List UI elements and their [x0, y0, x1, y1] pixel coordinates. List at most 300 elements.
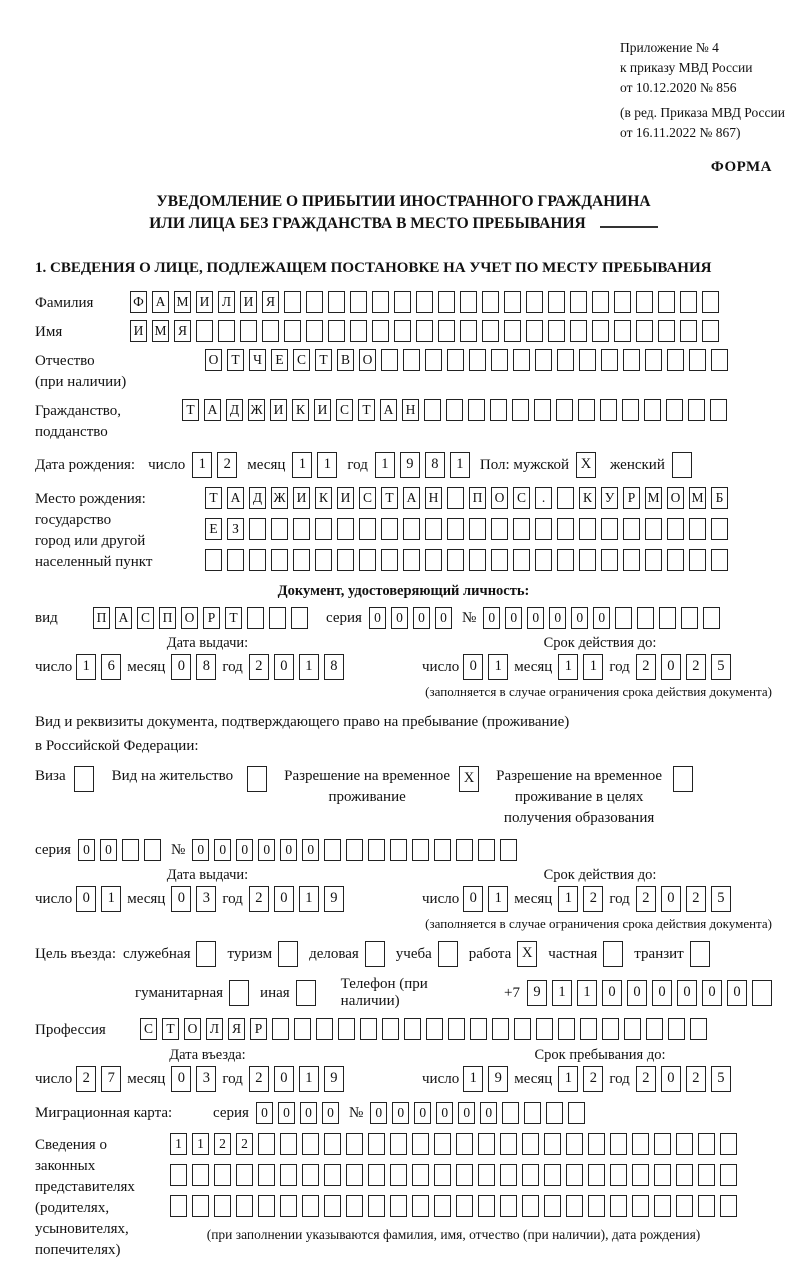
form-cell[interactable]: В	[337, 349, 354, 371]
form-cell[interactable]: 0	[483, 607, 500, 629]
form-cell[interactable]	[524, 1102, 541, 1124]
form-cell[interactable]	[469, 349, 486, 371]
form-cell[interactable]	[654, 1133, 671, 1155]
form-cell[interactable]: И	[196, 291, 213, 313]
form-cell[interactable]	[491, 549, 508, 571]
form-cell[interactable]: 0	[258, 839, 275, 861]
form-cell[interactable]: К	[579, 487, 596, 509]
form-cell[interactable]	[546, 1102, 563, 1124]
form-cell[interactable]	[667, 549, 684, 571]
form-cell[interactable]: 0	[391, 607, 408, 629]
form-cell[interactable]: 1	[192, 1133, 209, 1155]
form-cell[interactable]: 0	[677, 980, 697, 1006]
form-cell[interactable]	[680, 320, 697, 342]
form-cell[interactable]	[710, 399, 727, 421]
form-cell[interactable]	[603, 941, 623, 967]
form-cell[interactable]	[236, 1195, 253, 1217]
form-cell[interactable]	[558, 1018, 575, 1040]
form-cell[interactable]	[698, 1133, 715, 1155]
form-cell[interactable]	[711, 549, 728, 571]
form-cell[interactable]: 0	[256, 1102, 273, 1124]
form-cell[interactable]	[390, 1195, 407, 1217]
form-cell[interactable]: И	[130, 320, 147, 342]
form-cell[interactable]	[447, 487, 464, 509]
form-cell[interactable]: Ж	[248, 399, 265, 421]
form-cell[interactable]: X	[576, 452, 596, 478]
form-cell[interactable]	[720, 1195, 737, 1217]
form-cell[interactable]	[690, 1018, 707, 1040]
form-cell[interactable]: 0	[661, 1066, 681, 1092]
form-cell[interactable]	[614, 320, 631, 342]
form-cell[interactable]: 0	[727, 980, 747, 1006]
form-cell[interactable]: 0	[602, 980, 622, 1006]
form-cell[interactable]	[337, 549, 354, 571]
form-cell[interactable]	[592, 320, 609, 342]
blank-underline[interactable]	[600, 214, 658, 228]
form-cell[interactable]	[624, 1018, 641, 1040]
form-cell[interactable]	[293, 549, 310, 571]
form-cell[interactable]: 0	[571, 607, 588, 629]
form-cell[interactable]	[346, 839, 363, 861]
form-cell[interactable]	[557, 349, 574, 371]
form-cell[interactable]	[469, 518, 486, 540]
form-cell[interactable]: 0	[78, 839, 95, 861]
form-cell[interactable]: 9	[488, 1066, 508, 1092]
form-cell[interactable]	[544, 1133, 561, 1155]
form-cell[interactable]: 0	[274, 1066, 294, 1092]
form-cell[interactable]	[324, 1164, 341, 1186]
form-cell[interactable]	[438, 941, 458, 967]
form-cell[interactable]	[381, 549, 398, 571]
form-cell[interactable]	[359, 549, 376, 571]
form-cell[interactable]	[337, 518, 354, 540]
form-cell[interactable]	[504, 291, 521, 313]
form-cell[interactable]: 0	[278, 1102, 295, 1124]
form-cell[interactable]	[702, 291, 719, 313]
form-cell[interactable]	[426, 1018, 443, 1040]
form-cell[interactable]	[578, 399, 595, 421]
form-cell[interactable]	[280, 1133, 297, 1155]
form-cell[interactable]	[668, 1018, 685, 1040]
form-cell[interactable]	[278, 941, 298, 967]
form-cell[interactable]: З	[227, 518, 244, 540]
form-cell[interactable]: Р	[250, 1018, 267, 1040]
form-cell[interactable]	[645, 549, 662, 571]
form-cell[interactable]	[372, 291, 389, 313]
form-cell[interactable]	[610, 1133, 627, 1155]
form-cell[interactable]: 1	[488, 654, 508, 680]
form-cell[interactable]: 0	[463, 886, 483, 912]
form-cell[interactable]	[610, 1195, 627, 1217]
form-cell[interactable]	[416, 320, 433, 342]
form-cell[interactable]	[698, 1195, 715, 1217]
form-cell[interactable]	[667, 518, 684, 540]
form-cell[interactable]	[644, 399, 661, 421]
form-cell[interactable]: 0	[392, 1102, 409, 1124]
form-cell[interactable]	[272, 1018, 289, 1040]
form-cell[interactable]: 0	[549, 607, 566, 629]
form-cell[interactable]: 2	[217, 452, 237, 478]
form-cell[interactable]	[258, 1195, 275, 1217]
form-cell[interactable]	[381, 349, 398, 371]
form-cell[interactable]	[502, 1102, 519, 1124]
form-cell[interactable]	[412, 839, 429, 861]
form-cell[interactable]	[205, 549, 222, 571]
form-cell[interactable]	[390, 1164, 407, 1186]
form-cell[interactable]: 1	[450, 452, 470, 478]
form-cell[interactable]: 0	[463, 654, 483, 680]
form-cell[interactable]	[302, 1164, 319, 1186]
form-cell[interactable]	[478, 1195, 495, 1217]
form-cell[interactable]	[557, 549, 574, 571]
form-cell[interactable]: 0	[171, 1066, 191, 1092]
form-cell[interactable]: М	[645, 487, 662, 509]
form-cell[interactable]: И	[240, 291, 257, 313]
form-cell[interactable]	[482, 320, 499, 342]
form-cell[interactable]: А	[227, 487, 244, 509]
form-cell[interactable]	[672, 452, 692, 478]
form-cell[interactable]: Р	[203, 607, 220, 629]
form-cell[interactable]	[447, 349, 464, 371]
form-cell[interactable]: М	[689, 487, 706, 509]
form-cell[interactable]	[368, 1164, 385, 1186]
form-cell[interactable]	[500, 1164, 517, 1186]
form-cell[interactable]: 1	[558, 886, 578, 912]
form-cell[interactable]: Б	[711, 487, 728, 509]
form-cell[interactable]: 0	[480, 1102, 497, 1124]
form-cell[interactable]: Ч	[249, 349, 266, 371]
form-cell[interactable]	[218, 320, 235, 342]
form-cell[interactable]: Д	[249, 487, 266, 509]
form-cell[interactable]	[636, 291, 653, 313]
form-cell[interactable]	[346, 1195, 363, 1217]
form-cell[interactable]: О	[184, 1018, 201, 1040]
form-cell[interactable]	[500, 1195, 517, 1217]
form-cell[interactable]	[316, 1018, 333, 1040]
form-cell[interactable]	[122, 839, 139, 861]
form-cell[interactable]	[588, 1133, 605, 1155]
form-cell[interactable]	[703, 607, 720, 629]
form-cell[interactable]: 2	[636, 886, 656, 912]
form-cell[interactable]	[654, 1164, 671, 1186]
form-cell[interactable]: 2	[636, 654, 656, 680]
form-cell[interactable]	[412, 1164, 429, 1186]
form-cell[interactable]: 1	[192, 452, 212, 478]
form-cell[interactable]: Л	[206, 1018, 223, 1040]
form-cell[interactable]	[681, 607, 698, 629]
form-cell[interactable]: Т	[315, 349, 332, 371]
form-cell[interactable]	[622, 399, 639, 421]
form-cell[interactable]	[196, 320, 213, 342]
form-cell[interactable]	[676, 1195, 693, 1217]
form-cell[interactable]	[456, 1195, 473, 1217]
form-cell[interactable]: И	[314, 399, 331, 421]
form-cell[interactable]: П	[159, 607, 176, 629]
form-cell[interactable]: 9	[324, 886, 344, 912]
form-cell[interactable]: У	[601, 487, 618, 509]
form-cell[interactable]	[382, 1018, 399, 1040]
form-cell[interactable]	[513, 349, 530, 371]
form-cell[interactable]: 0	[322, 1102, 339, 1124]
form-cell[interactable]	[302, 1133, 319, 1155]
form-cell[interactable]: 0	[505, 607, 522, 629]
form-cell[interactable]	[645, 349, 662, 371]
form-cell[interactable]: О	[491, 487, 508, 509]
form-cell[interactable]	[690, 941, 710, 967]
form-cell[interactable]: 0	[652, 980, 672, 1006]
form-cell[interactable]: 0	[593, 607, 610, 629]
form-cell[interactable]	[492, 1018, 509, 1040]
form-cell[interactable]	[271, 549, 288, 571]
form-cell[interactable]	[438, 320, 455, 342]
form-cell[interactable]: .	[535, 487, 552, 509]
form-cell[interactable]	[394, 291, 411, 313]
form-cell[interactable]	[601, 518, 618, 540]
form-cell[interactable]	[434, 1164, 451, 1186]
form-cell[interactable]	[346, 1164, 363, 1186]
form-cell[interactable]	[258, 1133, 275, 1155]
form-cell[interactable]	[284, 291, 301, 313]
form-cell[interactable]: 9	[527, 980, 547, 1006]
form-cell[interactable]	[284, 320, 301, 342]
form-cell[interactable]	[381, 518, 398, 540]
form-cell[interactable]	[491, 518, 508, 540]
form-cell[interactable]	[556, 399, 573, 421]
form-cell[interactable]	[579, 518, 596, 540]
form-cell[interactable]	[280, 1195, 297, 1217]
form-cell[interactable]: Т	[182, 399, 199, 421]
form-cell[interactable]	[720, 1164, 737, 1186]
form-cell[interactable]: 5	[711, 886, 731, 912]
form-cell[interactable]	[315, 549, 332, 571]
form-cell[interactable]	[269, 607, 286, 629]
form-cell[interactable]	[526, 291, 543, 313]
form-cell[interactable]: 2	[214, 1133, 231, 1155]
form-cell[interactable]	[74, 766, 94, 792]
form-cell[interactable]: 0	[171, 886, 191, 912]
form-cell[interactable]: 0	[236, 839, 253, 861]
form-cell[interactable]: Т	[381, 487, 398, 509]
form-cell[interactable]: Т	[358, 399, 375, 421]
form-cell[interactable]	[659, 607, 676, 629]
form-cell[interactable]	[350, 291, 367, 313]
form-cell[interactable]: 0	[435, 607, 452, 629]
form-cell[interactable]: Т	[225, 607, 242, 629]
form-cell[interactable]: 0	[661, 886, 681, 912]
form-cell[interactable]	[434, 839, 451, 861]
form-cell[interactable]: И	[293, 487, 310, 509]
form-cell[interactable]: П	[469, 487, 486, 509]
form-cell[interactable]	[500, 1133, 517, 1155]
form-cell[interactable]: 1	[463, 1066, 483, 1092]
form-cell[interactable]: 2	[249, 654, 269, 680]
form-cell[interactable]: Ж	[271, 487, 288, 509]
form-cell[interactable]: 1	[558, 1066, 578, 1092]
form-cell[interactable]	[365, 941, 385, 967]
form-cell[interactable]	[438, 291, 455, 313]
form-cell[interactable]: 0	[274, 886, 294, 912]
form-cell[interactable]	[302, 1195, 319, 1217]
form-cell[interactable]: Е	[205, 518, 222, 540]
form-cell[interactable]	[557, 518, 574, 540]
form-cell[interactable]	[600, 399, 617, 421]
form-cell[interactable]	[478, 1164, 495, 1186]
form-cell[interactable]	[548, 320, 565, 342]
form-cell[interactable]: 1	[577, 980, 597, 1006]
form-cell[interactable]: Е	[271, 349, 288, 371]
form-cell[interactable]: Я	[174, 320, 191, 342]
form-cell[interactable]	[752, 980, 772, 1006]
form-cell[interactable]: Н	[425, 487, 442, 509]
form-cell[interactable]: И	[337, 487, 354, 509]
form-cell[interactable]: 0	[302, 839, 319, 861]
form-cell[interactable]	[632, 1164, 649, 1186]
form-cell[interactable]	[588, 1195, 605, 1217]
form-cell[interactable]: 0	[214, 839, 231, 861]
form-cell[interactable]: 8	[324, 654, 344, 680]
form-cell[interactable]: 2	[583, 886, 603, 912]
form-cell[interactable]: А	[204, 399, 221, 421]
form-cell[interactable]: А	[380, 399, 397, 421]
form-cell[interactable]: С	[140, 1018, 157, 1040]
form-cell[interactable]: К	[292, 399, 309, 421]
form-cell[interactable]: 2	[76, 1066, 96, 1092]
form-cell[interactable]: 6	[101, 654, 121, 680]
form-cell[interactable]: О	[205, 349, 222, 371]
form-cell[interactable]	[315, 518, 332, 540]
form-cell[interactable]	[514, 1018, 531, 1040]
form-cell[interactable]	[170, 1164, 187, 1186]
form-cell[interactable]	[324, 1195, 341, 1217]
form-cell[interactable]	[460, 291, 477, 313]
form-cell[interactable]: Я	[262, 291, 279, 313]
form-cell[interactable]	[566, 1164, 583, 1186]
form-cell[interactable]	[588, 1164, 605, 1186]
form-cell[interactable]: 9	[324, 1066, 344, 1092]
form-cell[interactable]: О	[667, 487, 684, 509]
form-cell[interactable]: 0	[527, 607, 544, 629]
form-cell[interactable]: Р	[623, 487, 640, 509]
form-cell[interactable]	[491, 349, 508, 371]
form-cell[interactable]: 0	[300, 1102, 317, 1124]
form-cell[interactable]	[294, 1018, 311, 1040]
form-cell[interactable]	[689, 518, 706, 540]
form-cell[interactable]	[602, 1018, 619, 1040]
form-cell[interactable]	[196, 941, 216, 967]
form-cell[interactable]	[522, 1164, 539, 1186]
form-cell[interactable]	[636, 320, 653, 342]
form-cell[interactable]: Д	[226, 399, 243, 421]
form-cell[interactable]: 2	[249, 886, 269, 912]
form-cell[interactable]	[614, 291, 631, 313]
form-cell[interactable]	[592, 291, 609, 313]
form-cell[interactable]: К	[315, 487, 332, 509]
form-cell[interactable]	[570, 291, 587, 313]
form-cell[interactable]	[338, 1018, 355, 1040]
form-cell[interactable]	[478, 839, 495, 861]
form-cell[interactable]	[579, 349, 596, 371]
form-cell[interactable]: 1	[488, 886, 508, 912]
form-cell[interactable]: 9	[400, 452, 420, 478]
form-cell[interactable]: 1	[317, 452, 337, 478]
form-cell[interactable]	[324, 839, 341, 861]
form-cell[interactable]	[280, 1164, 297, 1186]
form-cell[interactable]: 0	[76, 886, 96, 912]
form-cell[interactable]	[658, 291, 675, 313]
form-cell[interactable]: X	[517, 941, 537, 967]
form-cell[interactable]	[566, 1195, 583, 1217]
form-cell[interactable]	[229, 980, 249, 1006]
form-cell[interactable]: С	[359, 487, 376, 509]
form-cell[interactable]	[601, 549, 618, 571]
form-cell[interactable]	[512, 399, 529, 421]
form-cell[interactable]: 8	[425, 452, 445, 478]
form-cell[interactable]	[328, 320, 345, 342]
form-cell[interactable]: 0	[661, 654, 681, 680]
form-cell[interactable]: А	[403, 487, 420, 509]
form-cell[interactable]: М	[152, 320, 169, 342]
form-cell[interactable]	[306, 320, 323, 342]
form-cell[interactable]: 2	[249, 1066, 269, 1092]
form-cell[interactable]	[568, 1102, 585, 1124]
form-cell[interactable]	[482, 291, 499, 313]
form-cell[interactable]	[434, 1195, 451, 1217]
form-cell[interactable]	[557, 487, 574, 509]
form-cell[interactable]: 2	[686, 886, 706, 912]
form-cell[interactable]	[570, 320, 587, 342]
form-cell[interactable]	[192, 1195, 209, 1217]
form-cell[interactable]	[526, 320, 543, 342]
form-cell[interactable]	[680, 291, 697, 313]
form-cell[interactable]	[689, 349, 706, 371]
form-cell[interactable]	[403, 549, 420, 571]
form-cell[interactable]	[403, 349, 420, 371]
form-cell[interactable]: М	[174, 291, 191, 313]
form-cell[interactable]	[702, 320, 719, 342]
form-cell[interactable]	[579, 549, 596, 571]
form-cell[interactable]: С	[137, 607, 154, 629]
form-cell[interactable]: 1	[583, 654, 603, 680]
form-cell[interactable]	[676, 1133, 693, 1155]
form-cell[interactable]	[236, 1164, 253, 1186]
form-cell[interactable]	[293, 518, 310, 540]
form-cell[interactable]: 2	[686, 1066, 706, 1092]
form-cell[interactable]	[214, 1195, 231, 1217]
form-cell[interactable]	[214, 1164, 231, 1186]
form-cell[interactable]	[500, 839, 517, 861]
form-cell[interactable]	[610, 1164, 627, 1186]
form-cell[interactable]	[720, 1133, 737, 1155]
form-cell[interactable]	[227, 549, 244, 571]
form-cell[interactable]	[192, 1164, 209, 1186]
form-cell[interactable]: С	[293, 349, 310, 371]
form-cell[interactable]	[654, 1195, 671, 1217]
form-cell[interactable]	[468, 399, 485, 421]
form-cell[interactable]: О	[359, 349, 376, 371]
form-cell[interactable]: Я	[228, 1018, 245, 1040]
form-cell[interactable]	[676, 1164, 693, 1186]
form-cell[interactable]	[446, 399, 463, 421]
form-cell[interactable]	[324, 1133, 341, 1155]
form-cell[interactable]	[360, 1018, 377, 1040]
form-cell[interactable]: Л	[218, 291, 235, 313]
form-cell[interactable]	[328, 291, 345, 313]
form-cell[interactable]	[249, 549, 266, 571]
form-cell[interactable]	[240, 320, 257, 342]
form-cell[interactable]	[247, 607, 264, 629]
form-cell[interactable]	[688, 399, 705, 421]
form-cell[interactable]: А	[115, 607, 132, 629]
